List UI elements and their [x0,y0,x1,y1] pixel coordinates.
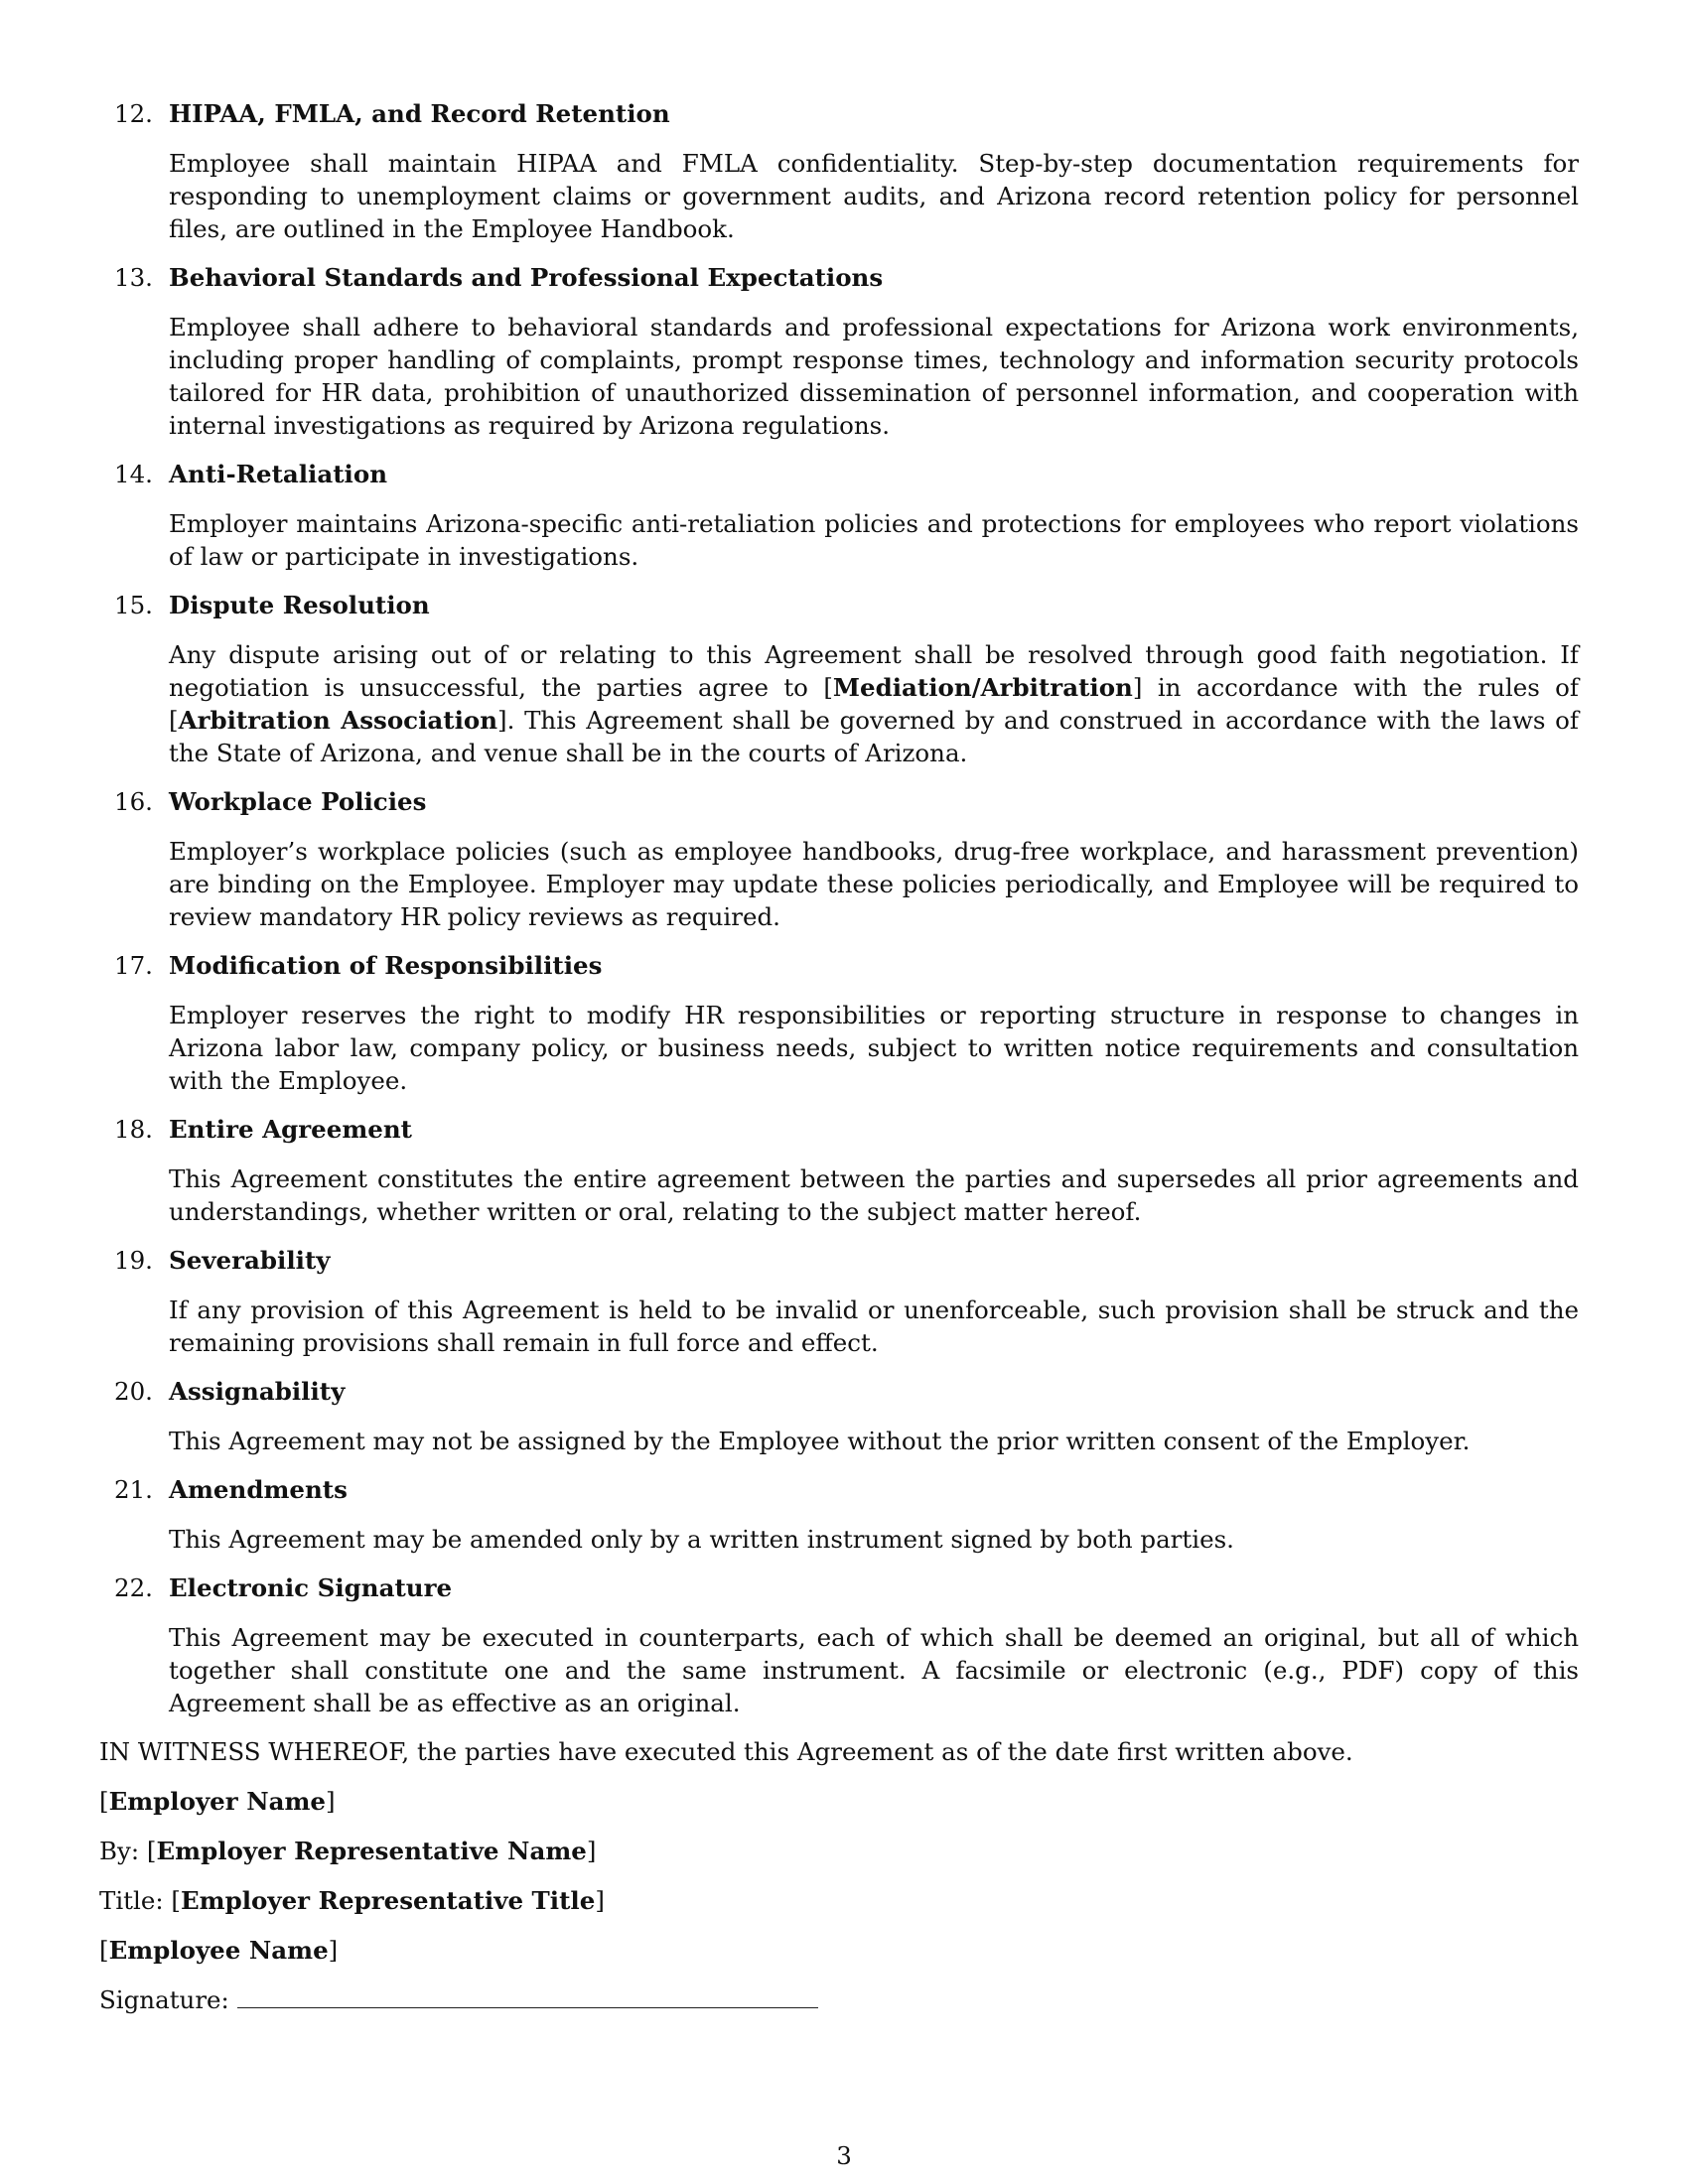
clause-19 [99,1244,1579,1359]
employer-name-line: [Employer Name] [99,1787,336,1816]
clause-title: Modification of Responsibilities [169,951,603,980]
document-content [99,97,1579,2033]
clause-body: Employer’s workplace policies (such as employee handbooks, drug-free workplace, and harassment prevention) are binding on the Employee. Employer may update these policies periodically, and Employee will be required to review mandatory HR policy reviews as required. [169,837,1579,931]
clause-heading [114,589,1579,621]
clause-13 [99,261,1579,442]
clause-number: 12. [114,99,153,128]
clause-title: Workplace Policies [169,787,427,816]
clause-heading [114,1244,1579,1277]
clause-body: Employee shall adhere to behavioral standards and professional expectations for Arizona work environments, including proper handling of complaints, prompt response times, technology and information security protocols tailored for HR data, prohibition of unauthorized dissemination of personnel information, and cooperation with internal investigations as required by Arizona regulations. [169,313,1579,440]
clause-number: 17. [114,951,153,980]
employee-name-line: [Employee Name] [99,1936,339,1965]
clause-number: 14. [114,460,153,488]
clause-text: ]. This Agreement shall be governed by and construed in accordance with the laws of the State of Arizona, and venue shall be in the courts of Arizona. [169,706,1579,767]
clause-21 [99,1473,1579,1556]
clause-body: This Agreement may be executed in counterparts, each of which shall be deemed an original, but all of which together shall constitute one and the same instrument. A facsimile or electronic (e.g., PDF) copy of this Agreement shall be as effective as an original. [169,1623,1579,1717]
clause-18 [99,1113,1579,1228]
clause-number: 19. [114,1246,153,1275]
clause-heading [114,1113,1579,1146]
clause-heading [114,97,1579,130]
title-label: Title: [99,1886,164,1915]
clause-text: ] in accordance with the rules of [ [169,673,1579,735]
clause-15 [99,589,1579,769]
employer-name-placeholder: Employer Name [108,1787,326,1816]
clause-title: Amendments [169,1475,348,1504]
clause-title: HIPAA, FMLA, and Record Retention [169,99,670,128]
placeholder-mediation-arbitration: Mediation/Arbitration [832,673,1133,702]
clause-heading [114,1375,1579,1408]
by-label: By: [99,1837,140,1865]
clause-number: 15. [114,591,153,619]
clause-title: Electronic Signature [169,1573,453,1602]
clause-12 [99,97,1579,245]
employer-rep-title-placeholder: Employer Representative Title [180,1886,596,1915]
clause-14 [99,458,1579,573]
clause-title: Entire Agreement [169,1115,412,1144]
clause-body: This Agreement constitutes the entire agreement between the parties and supersedes all prior agreements and understandings, whether written or oral, relating to the subject matter hereof. [169,1164,1579,1226]
clause-heading [114,261,1579,294]
clause-heading [114,949,1579,982]
clause-body: This Agreement may be amended only by a written instrument signed by both parties. [169,1525,1234,1554]
clause-heading [114,458,1579,490]
clause-16 [99,785,1579,933]
signature-line [99,1983,1579,2016]
clause-body: Employee shall maintain HIPAA and FMLA confidentiality. Step-by-step documentation requirements for responding to unemployment claims or government audits, and Arizona record retention policy for personnel files, are outlined in the Employee Handbook. [169,149,1579,243]
clause-20 [99,1375,1579,1457]
signature-field[interactable] [237,1983,818,2008]
clause-number: 18. [114,1115,153,1144]
clause-number: 16. [114,787,153,816]
clause-text: Any dispute arising out of or relating to this Agreement shall be resolved through good faith negotiation. If negotiation is unsuccessful, the parties agree to [ [169,640,1579,702]
clause-title: Behavioral Standards and Professional Expectations [169,263,884,292]
clause-body: This Agreement may not be assigned by the Employee without the prior written consent of the Employer. [169,1427,1471,1455]
witness-statement: IN WITNESS WHEREOF, the parties have executed this Agreement as of the date first written above. [99,1737,1353,1766]
clause-title: Anti-Retaliation [169,460,388,488]
clause-body: Employer reserves the right to modify HR responsibilities or reporting structure in response to changes in Arizona labor law, company policy, or business needs, subject to written notice requirements and consultation with the Employee. [169,1001,1579,1095]
clause-number: 20. [114,1377,153,1406]
clause-heading [114,1473,1579,1506]
title-line: Title: [Employer Representative Title] [99,1886,605,1915]
placeholder-arbitration-association: Arbitration Association [178,706,498,735]
clause-body [169,638,1579,769]
employee-name-placeholder: Employee Name [108,1936,329,1965]
clause-title: Dispute Resolution [169,591,430,619]
clause-title: Severability [169,1246,331,1275]
employer-rep-name-placeholder: Employer Representative Name [156,1837,587,1865]
clause-body: Employer maintains Arizona-specific anti-retaliation policies and protections for employees who report violations of law or participate in investigations. [169,509,1579,571]
clause-title: Assignability [169,1377,346,1406]
by-line: By: [Employer Representative Name] [99,1837,597,1865]
clause-heading [114,1571,1579,1604]
clause-number: 13. [114,263,153,292]
clause-22 [99,1571,1579,1719]
clause-number: 22. [114,1573,153,1602]
clause-body: If any provision of this Agreement is held to be invalid or unenforceable, such provision shall be struck and the remaining provisions shall remain in full force and effect. [169,1296,1579,1357]
page-number: 3 [836,2141,852,2170]
signature-label: Signature: [99,1985,229,2014]
clause-heading [114,785,1579,818]
clause-number: 21. [114,1475,153,1504]
clause-17 [99,949,1579,1097]
